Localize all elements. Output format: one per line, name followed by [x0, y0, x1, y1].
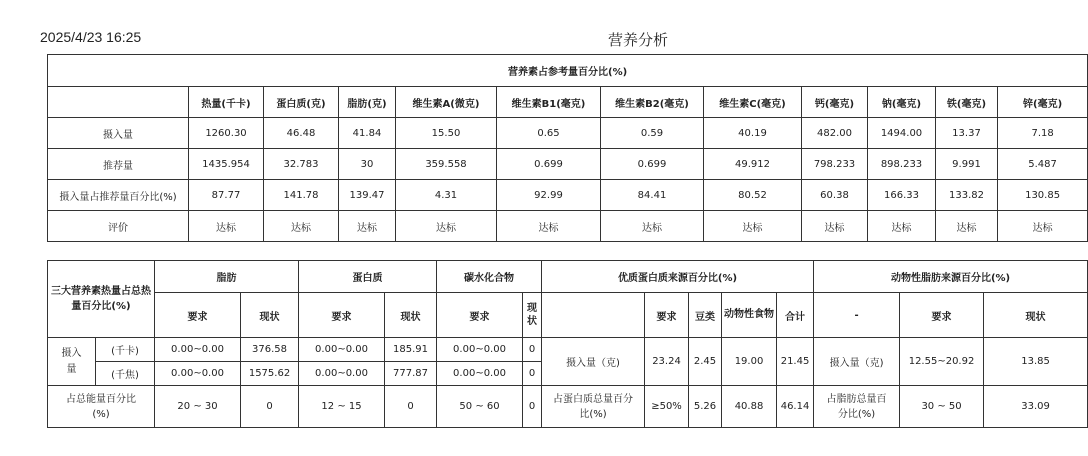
- animal-fat-share-current: 33.09: [984, 386, 1088, 428]
- table-cell: 30: [339, 149, 396, 180]
- table-cell: 0.699: [601, 149, 704, 180]
- table-cell: 达标: [189, 211, 264, 242]
- fat-share-current: 0: [241, 386, 299, 428]
- animal-fat-intake-requirement: 12.55~20.92: [900, 338, 984, 386]
- table-cell: 5.487: [998, 149, 1088, 180]
- protein-share-current: 0: [385, 386, 437, 428]
- table-cell: 80.52: [704, 180, 802, 211]
- table-cell: 32.783: [264, 149, 339, 180]
- table-cell: 1435.954: [189, 149, 264, 180]
- table-cell: 84.41: [601, 180, 704, 211]
- column-header: 维生素B2(毫克): [601, 87, 704, 118]
- table-cell: 166.33: [868, 180, 936, 211]
- protein-group-header: 蛋白质: [299, 261, 437, 293]
- carb-kj-current: 0: [523, 362, 542, 386]
- table-cell: 40.19: [704, 118, 802, 149]
- table-cell: 139.47: [339, 180, 396, 211]
- table-caption: 营养素占参考量百分比(%): [48, 55, 1088, 87]
- column-header: 锌(毫克): [998, 87, 1088, 118]
- table-cell: 4.31: [396, 180, 497, 211]
- page-title: 营养分析: [608, 31, 669, 49]
- table-cell: 9.991: [936, 149, 998, 180]
- quality-protein-share-total: 46.14: [777, 386, 814, 428]
- table-cell: 133.82: [936, 180, 998, 211]
- table-row: [48, 149, 1088, 180]
- table-cell: 482.00: [802, 118, 868, 149]
- animal-fat-dash-header: -: [814, 293, 900, 338]
- column-header: 维生素B1(毫克): [497, 87, 601, 118]
- table-cell: 359.558: [396, 149, 497, 180]
- table-cell: 60.38: [802, 180, 868, 211]
- protein-requirement-header: 要求: [299, 293, 385, 338]
- table-cell: 达标: [936, 211, 998, 242]
- protein-kcal-current: 185.91: [385, 338, 437, 362]
- quality-protein-share-label: 占蛋白质总量百分比(%): [542, 386, 645, 428]
- animal-food-header: 动物性食物: [722, 293, 777, 338]
- column-header: 钙(毫克): [802, 87, 868, 118]
- table-cell: 7.18: [998, 118, 1088, 149]
- column-header: 蛋白质(克): [264, 87, 339, 118]
- protein-kj-current: 777.87: [385, 362, 437, 386]
- column-header: 维生素A(微克): [396, 87, 497, 118]
- animal-fat-intake-current: 13.85: [984, 338, 1088, 386]
- fat-kcal-requirement: 0.00~0.00: [155, 338, 241, 362]
- carb-kcal-current: 0: [523, 338, 542, 362]
- energy-share-corner-header: 三大营养素热量占总热量百分比(%): [48, 261, 155, 338]
- table-cell: 87.77: [189, 180, 264, 211]
- table-row: [48, 180, 1088, 211]
- carb-kj-requirement: 0.00~0.00: [437, 362, 523, 386]
- fat-requirement-header: 要求: [155, 293, 241, 338]
- table-cell: 1260.30: [189, 118, 264, 149]
- table-cell: 达标: [264, 211, 339, 242]
- fat-kcal-current: 376.58: [241, 338, 299, 362]
- quality-protein-intake-animal: 19.00: [722, 338, 777, 386]
- bean-header: 豆类: [689, 293, 722, 338]
- energy-source-table: [47, 260, 1088, 428]
- fat-group-header: 脂肪: [155, 261, 299, 293]
- animal-fat-group-header: 动物性脂肪来源百分比(%): [814, 261, 1088, 293]
- animal-fat-intake-label: 摄入量（克): [814, 338, 900, 386]
- timestamp: 2025/4/23 16:25: [40, 29, 142, 45]
- column-header: 维生素C(毫克): [704, 87, 802, 118]
- table-row: [48, 211, 1088, 242]
- table-cell: 798.233: [802, 149, 868, 180]
- quality-protein-share-bean: 5.26: [689, 386, 722, 428]
- carb-group-header: 碳水化合物: [437, 261, 542, 293]
- energy-share-row-label: 占总能量百分比(%): [48, 386, 155, 428]
- table-cell: 0.59: [601, 118, 704, 149]
- row-label: 摄入量占推荐量百分比(%): [48, 180, 189, 211]
- fat-current-header: 现状: [241, 293, 299, 338]
- table-cell: 0.699: [497, 149, 601, 180]
- quality-protein-requirement-header: 要求: [645, 293, 689, 338]
- nutrient-reference-table: [47, 54, 1088, 242]
- row-label: 推荐量: [48, 149, 189, 180]
- animal-fat-current-header: 现状: [984, 293, 1088, 338]
- intake-row-label: 摄入量: [48, 338, 96, 386]
- table-cell: 达标: [497, 211, 601, 242]
- column-header: 热量(千卡): [189, 87, 264, 118]
- animal-fat-share-requirement: 30 ~ 50: [900, 386, 984, 428]
- column-header: [48, 87, 189, 118]
- table-cell: 130.85: [998, 180, 1088, 211]
- kj-unit-label: (千焦): [96, 362, 155, 386]
- carb-kcal-requirement: 0.00~0.00: [437, 338, 523, 362]
- table-cell: 49.912: [704, 149, 802, 180]
- quality-protein-intake-total: 21.45: [777, 338, 814, 386]
- table-cell: 46.48: [264, 118, 339, 149]
- carb-current-header: 现状: [523, 293, 542, 338]
- quality-protein-share-requirement: ≥50%: [645, 386, 689, 428]
- carb-share-requirement: 50 ~ 60: [437, 386, 523, 428]
- column-header: 钠(毫克): [868, 87, 936, 118]
- protein-kcal-requirement: 0.00~0.00: [299, 338, 385, 362]
- protein-share-requirement: 12 ~ 15: [299, 386, 385, 428]
- table-cell: 1494.00: [868, 118, 936, 149]
- table-cell: 达标: [396, 211, 497, 242]
- quality-protein-intake-requirement: 23.24: [645, 338, 689, 386]
- column-header: 脂肪(克): [339, 87, 396, 118]
- table-cell: 0.65: [497, 118, 601, 149]
- quality-protein-intake-bean: 2.45: [689, 338, 722, 386]
- column-header: 铁(毫克): [936, 87, 998, 118]
- table-cell: 15.50: [396, 118, 497, 149]
- table-cell: 898.233: [868, 149, 936, 180]
- animal-fat-share-label: 占脂肪总量百分比(%): [814, 386, 900, 428]
- quality-protein-intake-label: 摄入量（克): [542, 338, 645, 386]
- quality-protein-share-animal: 40.88: [722, 386, 777, 428]
- kcal-unit-label: (千卡): [96, 338, 155, 362]
- table-cell: 41.84: [339, 118, 396, 149]
- table-cell: 达标: [601, 211, 704, 242]
- fat-kj-current: 1575.62: [241, 362, 299, 386]
- carb-requirement-header: 要求: [437, 293, 523, 338]
- table-cell: 达标: [802, 211, 868, 242]
- quality-protein-group-header: 优质蛋白质来源百分比(%): [542, 261, 814, 293]
- table-cell: 达标: [704, 211, 802, 242]
- table-row: [48, 118, 1088, 149]
- quality-protein-blank-header: [542, 293, 645, 338]
- quality-protein-total-header: 合计: [777, 293, 814, 338]
- table-cell: 92.99: [497, 180, 601, 211]
- fat-kj-requirement: 0.00~0.00: [155, 362, 241, 386]
- table-cell: 达标: [998, 211, 1088, 242]
- protein-kj-requirement: 0.00~0.00: [299, 362, 385, 386]
- protein-current-header: 现状: [385, 293, 437, 338]
- fat-share-requirement: 20 ~ 30: [155, 386, 241, 428]
- table-cell: 达标: [868, 211, 936, 242]
- table-cell: 达标: [339, 211, 396, 242]
- carb-share-current: 0: [523, 386, 542, 428]
- row-label: 评价: [48, 211, 189, 242]
- table-cell: 141.78: [264, 180, 339, 211]
- table-cell: 13.37: [936, 118, 998, 149]
- row-label: 摄入量: [48, 118, 189, 149]
- animal-fat-requirement-header: 要求: [900, 293, 984, 338]
- table-header-row: [48, 87, 1088, 118]
